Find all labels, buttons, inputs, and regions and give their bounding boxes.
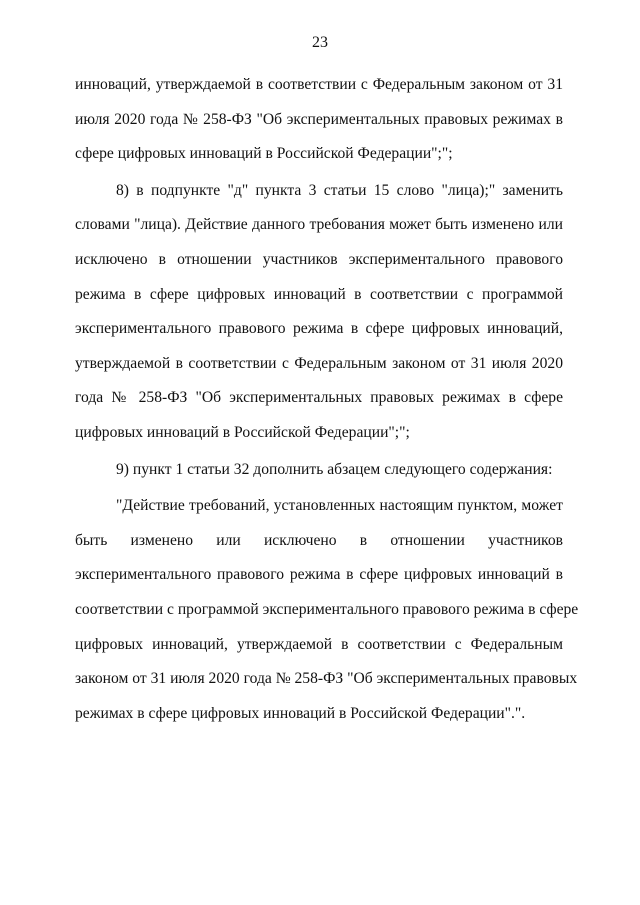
text-line: цифровых инноваций в Российской Федерации";"; [75, 423, 410, 441]
page-number: 23 [312, 34, 328, 51]
paragraph-item-9 [75, 453, 563, 488]
text-line: словами "лица). Действие данного требования может быть изменено или [75, 216, 563, 234]
document-text [75, 68, 579, 731]
text-line: утверждаемой в соответствии с Федеральным законом от 31 июля 2020 [75, 354, 563, 372]
text-line: сфере цифровых инноваций в Российской Федерации";"; [75, 145, 453, 163]
paragraph-quoted-addition [75, 489, 579, 731]
text-line: экспериментального правового режима в сфере цифровых инноваций в [75, 566, 563, 584]
text-line: инноваций, утверждаемой в соответствии с Федеральным законом от 31 [75, 76, 563, 93]
text-line: цифровых инноваций, утверждаемой в соответствии с Федеральным [75, 635, 563, 653]
text-line: соответствии с программой экспериментального правового режима в сфере [75, 600, 579, 618]
text-line: 9) пункт 1 статьи 32 дополнить абзацем следующего содержания: [116, 460, 553, 478]
text-line: июля 2020 года № 258-ФЗ "Об экспериментальных правовых режимах в [75, 110, 563, 128]
paragraph-item-8 [75, 174, 563, 451]
paragraph-continuation [75, 68, 563, 172]
text-line: экспериментального правового режима в сфере цифровых инноваций, [75, 320, 563, 338]
text-line: года № 258-ФЗ "Об экспериментальных правовых режимах в сфере [75, 389, 563, 407]
text-line: "Действие требований, установленных настоящим пунктом, может [116, 497, 563, 515]
text-line: быть изменено или исключено в отношении участников [75, 531, 563, 549]
text-line: исключено в отношении участников экспериментального правового [75, 250, 563, 268]
text-line: 8) в подпункте "д" пункта 3 статьи 15 слово "лица);" заменить [116, 181, 563, 199]
text-line: режимах в сфере цифровых инноваций в Российской Федерации".". [75, 704, 526, 722]
text-line: законом от 31 июля 2020 года № 258-ФЗ "Об экспериментальных правовых [75, 670, 578, 688]
text-line: режима в сфере цифровых инноваций в соответствии с программой [75, 285, 563, 303]
